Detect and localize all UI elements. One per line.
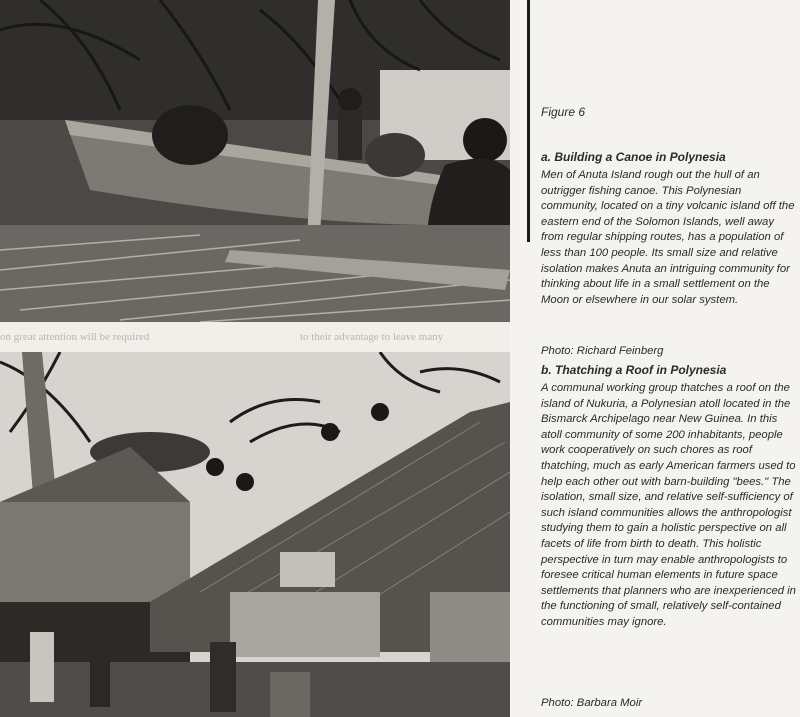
caption-b-credit: Photo: Barbara Moir <box>541 697 643 709</box>
column-rule <box>527 0 530 242</box>
show-through-text <box>0 322 510 352</box>
caption-b-body: A communal working group thatches a roof on the island of Nukuria, a Polynesian atoll located in the Bismarck Archipelago near New Guinea. In this atoll community of some 200 inhabitants, people work cooperatively on such chores as roof thatching, much as early American farmers used to help each other out with barn-building "bees." The isolation, small size, and relative self-sufficiency of such island communities allows the anthropologist studying them to gain a holistic perspective on all facets of life from birth to death. This holistic perspective in turn may enable anthropologists to foresee critical human elements in future space settlements that planners who are inexperienced in the functioning of small, relatively self-contained communities may ignore. <box>541 382 796 628</box>
caption-a <box>541 150 796 308</box>
caption-b <box>541 363 796 631</box>
caption-a-credit: Photo: Richard Feinberg <box>541 345 664 357</box>
caption-a-heading: a. Building a Canoe in Polynesia <box>541 150 726 164</box>
caption-a-body: Men of Anuta Island rough out the hull of an outrigger fishing canoe. This Polynesian community, located on a tiny volcanic island off the eastern end of the Solomon Islands, well away from regular shipping routes, has a population of less than 100 people. Its small size and relative isolation makes Anuta an intriguing community for thinking about life in a small settlement on the Moon or elsewhere in our solar system. <box>541 169 795 306</box>
bleed-text-left: on great attention will be required <box>0 331 150 343</box>
caption-b-heading: b. Thatching a Roof in Polynesia <box>541 363 727 377</box>
bleed-text-right: to their advantage to leave many <box>300 331 444 343</box>
figure-label: Figure 6 <box>541 105 586 119</box>
photo-canoe-building <box>0 0 510 322</box>
photo-roof-thatching <box>0 352 510 717</box>
